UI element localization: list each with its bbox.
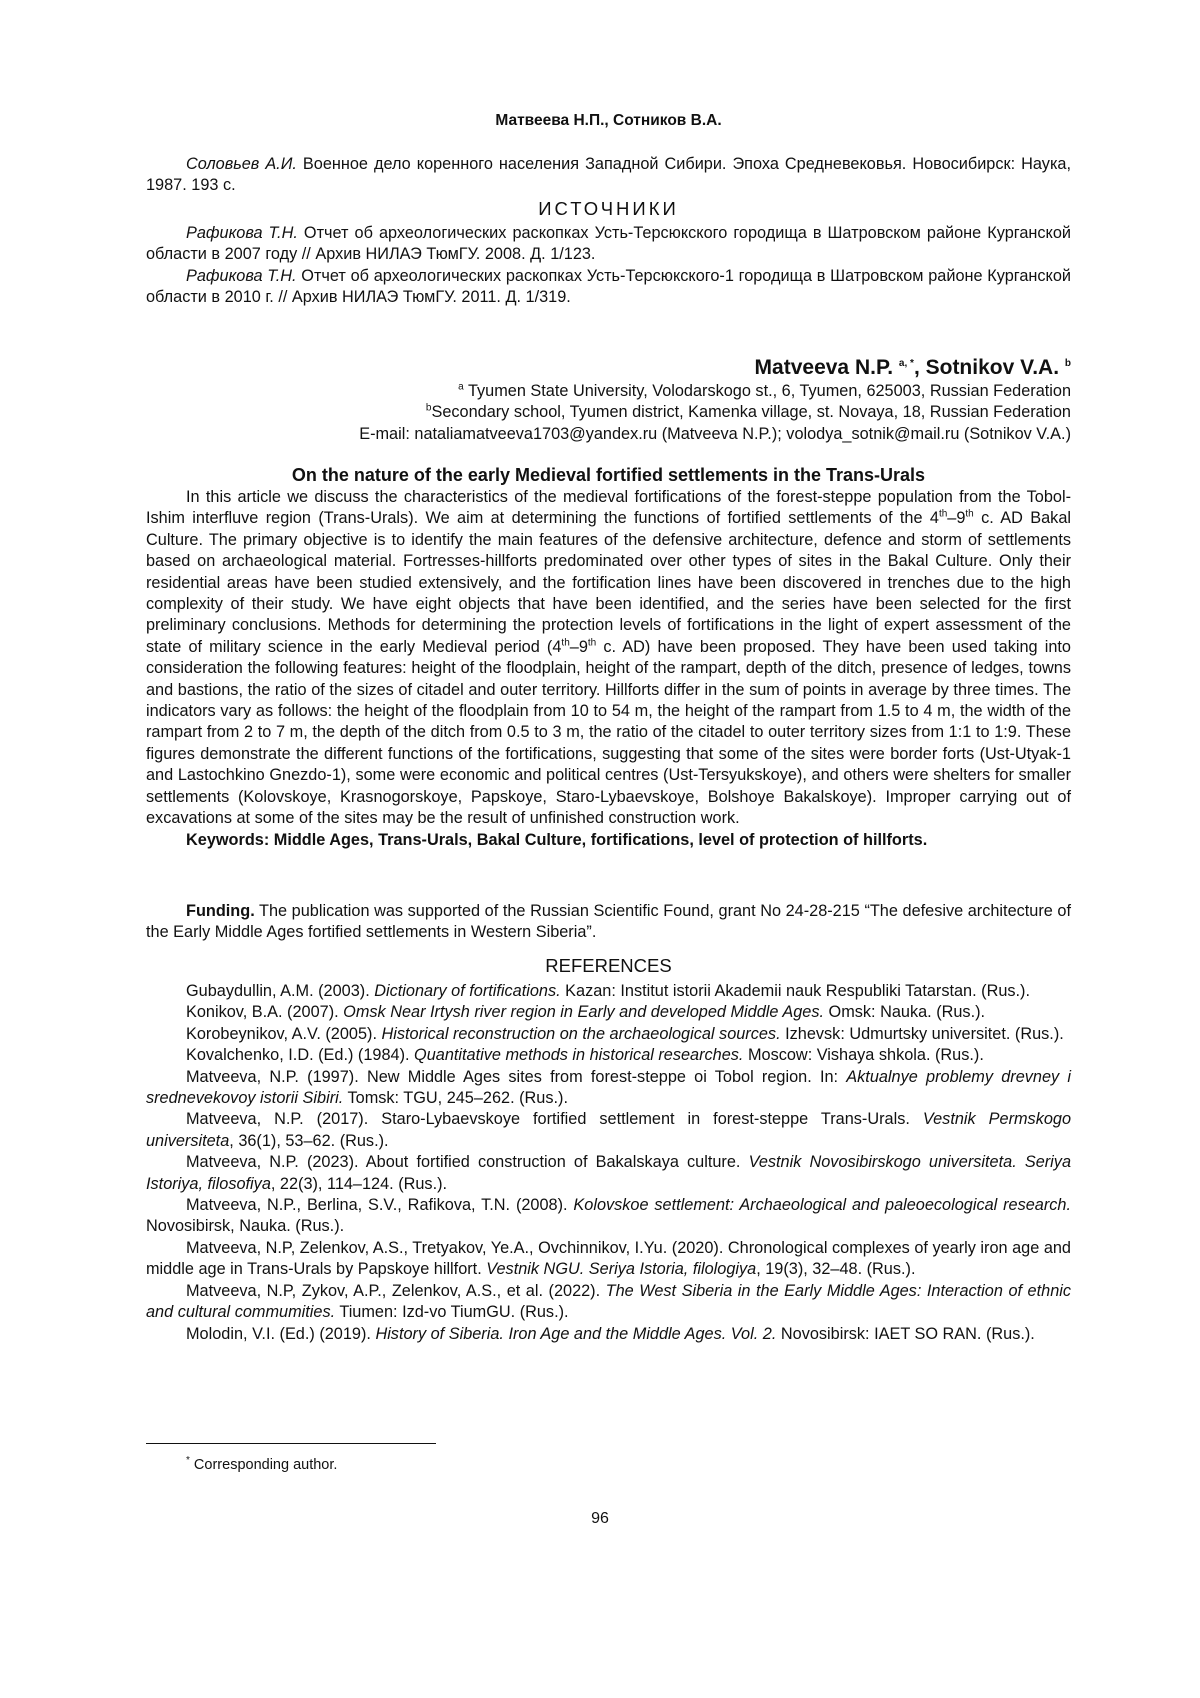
abstract — [146, 487, 1071, 851]
page-number: 96 — [591, 1510, 609, 1527]
reference-item: Gubaydullin, A.M. (2003). Dictionary of fortifications. Kazan: Institut istorii Akademii nauk Respubliki Tatarstan. (Rus.). — [186, 982, 1031, 1000]
reference-item: Matveeva, N.P, Zykov, A.P., Zelenkov, A.S., et al. (2022). The West Siberia in the Early Middle Ages: Interaction of ethnic and cultural commumities. Tiumen: Izd-vo TiumGU. (Rus.). — [146, 1281, 1072, 1322]
sources-heading: ИСТОЧНИКИ — [538, 197, 679, 219]
affiliation-a: $^a$ Tyumen State University, Volodarskogo st., 6, Tyumen, 625003, Russian Federation — [458, 381, 1071, 400]
reference-item: Matveeva, N.P. (2017). Staro-Lybaevskoye fortified settlement in forest-steppe Trans-Urals. Vestnik Permskogo universiteta, 36(1), 53–62. (Rus.). — [146, 1110, 1072, 1150]
keywords: Keywords: Middle Ages, Trans-Urals, Bakal Culture, fortifications, level of protection of hillforts. — [186, 830, 928, 849]
author-names: Matveeva N.P. $^{a, *}$, Sotnikov V.A. $^b$ — [754, 356, 1071, 379]
affiliation-b: $^b$Secondary school, Tyumen district, Kamenka village, st. Novaya, 18, Russian Federation — [425, 402, 1071, 422]
reference-item: Molodin, V.I. (Ed.) (2019). History of Siberia. Iron Age and the Middle Ages. Vol. 2. Novosibirsk: IAET SO RAN. (Rus.). — [186, 1324, 1035, 1343]
article-title: On the nature of the early Medieval fortified settlements in the Trans-Urals — [291, 465, 926, 485]
abstract-text: In this article we discuss the characteristics of the medieval fortifications of the forest-steppe population from the Tobol-Ishim interfluve region (Trans-Urals). We aim at determining the functions of fortified settlements of the 4th–9th c. AD Bakal Culture. The primary objective is to identify the main features of the defensive architecture, defence and storm of settlements based on archaeological material. Fortresses-hillforts predominated over other types of sites in the Bakal Culture. Only their residential areas have been studied extensively, and the fortification lines have been discovered in trenches due to the high complexity of their study. We have eight objects that have been identified, and the series have been selected for the first preliminary conclusions. Methods for determining the protection levels of fortifications in the light of expert assessment of the state of military science in the early Medieval period (4th–9th c. AD) have been proposed. They have been used taking into consideration the following features: height of the floodplain, height of the rampart, depth of the ditch, presence of ledges, towns and bastions, the ratio of the sizes of citadel and outer territory. Hillforts differ in the sum of points in average by three times. The indicators vary as follows: the height of the floodplain from 10 to 54 m, the height of the rampart from 1.5 to 4 m, the width of the rampart from 2 to 7 m, the depth of the ditch from 0.5 to 3 m, the ratio of the citadel to outer territory sizes from 1:1 to 1:9. These figures demonstrate the different functions of the fortifications, suggesting that some of the sites were border forts (Ust-Utyak-1 and Lastochkino Gnezdo-1), some were economic and political centres (Ust-Tersyukskoye), and others were shelters for smaller settlements (Kolovskoye, Krasnogorskoye, Papskoye, Staro-Lybaevskoye, Bolshoye Bakalskoye). Improper carrying out of excavations at some of the sites may be the result of unfinished construction work. — [146, 488, 1071, 828]
source-item: Рафикова Т.Н. Отчет об археологических раскопках Усть-Терсюкского городища в Шатровском районе Курганской области в 2007 году // Архив НИЛАЭ ТюмГУ. 2008. Д. 1/123. — [146, 223, 1071, 264]
email-line: E-mail: nataliamatveeva1703@yandex.ru (Matveeva N.P.); volodya_sotnik@mail.ru (Sotnikov V.A.) — [359, 424, 1071, 443]
reference-item: Matveeva, N.P, Zelenkov, A.S., Tretyakov, Ye.A., Ovchinnikov, I.Yu. (2020). Chronological complexes of yearly iron age and middle age in Trans-Urals by Papskoye hillfort. Vestnik NGU. Seriya Istoria, filologiya, 19(3), 32–48. (Rus.). — [146, 1238, 1071, 1279]
reference-item: Matveeva, N.P., Berlina, S.V., Rafikova, T.N. (2008). Kolovskoe settlement: Archaeological and paleoecological research. Novosibirsk, Nauka. (Rus.). — [146, 1196, 1072, 1236]
reference-item: Matveeva, N.P. (1997). New Middle Ages sites from forest-steppe oi Tobol region. In: Aktualnye problemy drevney i srednevekovoy istorii Sibiri. Tomsk: TGU, 245–262. (Rus.). — [146, 1067, 1071, 1108]
reference-item: Korobeynikov, A.V. (2005). Historical reconstruction on the archaeological sources. Izhevsk: Udmurtsky universitet. (Rus.). — [186, 1024, 1064, 1043]
reference-item: Konikov, B.A. (2007). Omsk Near Irtysh river region in Early and developed Middle Ages. Omsk: Nauka. (Rus.). — [186, 1003, 986, 1022]
reference-item: Kovalchenko, I.D. (Ed.) (1984). Quantitative methods in historical researches. Moscow: Vishaya shkola. (Rus.). — [186, 1046, 984, 1065]
references — [146, 955, 1071, 1345]
russian-references — [146, 154, 1071, 308]
footnote-divider — [146, 1443, 436, 1444]
reference-list — [146, 981, 1071, 1345]
author-block — [146, 354, 1071, 445]
reference-item: Matveeva, N.P. (2023). About fortified construction of Bakalskaya culture. Vestnik Novosibirskogo universiteta. Seriya Istoriya, filosofiya, 22(3), 114–124. (Rus.). — [146, 1153, 1071, 1193]
source-item: Рафикова Т.Н. Отчет об археологических раскопках Усть-Терсюкского-1 городища в Шатровском районе Курганской области в 2010 г. // Архив НИЛАЭ ТюмГУ. 2011. Д. 1/319. — [146, 266, 1071, 307]
reference-soloviev: Соловьев А.И. Военное дело коренного населения Западной Сибири. Эпоха Средневековья. Новосибирск: Наука, 1987. 193 с. — [146, 155, 1072, 195]
funding: Funding. The publication was supported of the Russian Scientific Found, grant No 24-28-215 “The defesive architecture of the Early Middle Ages fortified settlements in Western Siberia”. — [146, 902, 1071, 942]
funding-label: Funding. — [186, 902, 255, 920]
footnote: * Corresponding author. — [186, 1455, 338, 1473]
running-head: Матвеева Н.П., Сотников В.А. — [495, 112, 722, 129]
references-heading: REFERENCES — [545, 955, 672, 976]
